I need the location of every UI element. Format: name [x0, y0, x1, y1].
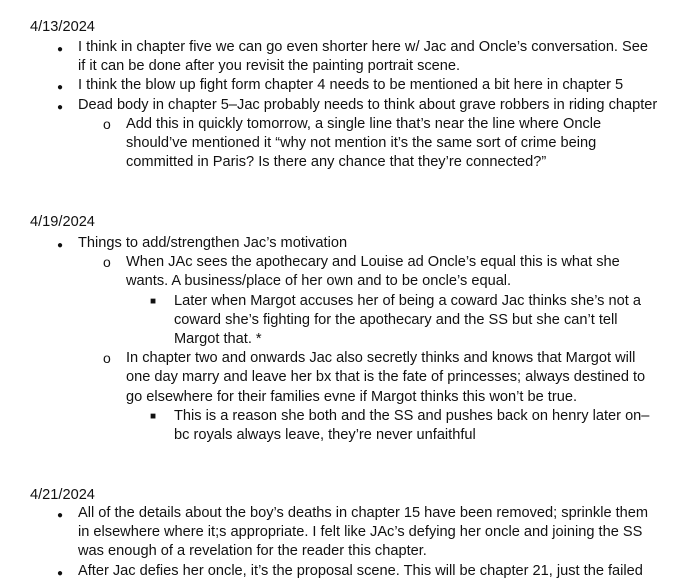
list-item-text: When JAc sees the apothecary and Louise ad Oncle’s equal this is what she wants. A business/place of her own and to be oncle’s equal. — [126, 254, 620, 290]
list-item — [0, 292, 652, 350]
list-item-text: Add this in quickly tomorrow, a single line that’s near the line where Oncle should’ve mentioned it “why not mention it’s the same sort of crime being committed in Paris? Is there any chance that they’re connected?” — [126, 115, 602, 171]
list-item — [0, 253, 661, 291]
list-item-text: I think in chapter five we can go even shorter here w/ Jac and Oncle’s conversation. See if it can be done after you revisit the painting portrait scene. — [78, 39, 649, 75]
bullet-disc-icon — [57, 38, 63, 59]
note-date: 4/13/2024 — [30, 19, 95, 35]
list-item — [0, 407, 652, 445]
bullet-disc-icon — [57, 562, 63, 583]
bullet-disc-icon — [57, 96, 63, 117]
list-item — [0, 76, 658, 95]
list-item-text: I think the blow up fight form chapter 4 needs to be mentioned a bit here in chapter 5 — [78, 77, 624, 94]
list-item-text: Dead body in chapter 5–Jac probably needs to think about grave robbers in riding chapter — [78, 96, 658, 113]
bullet-list — [0, 38, 661, 172]
bullet-list — [0, 234, 661, 445]
list-item-text: In chapter two and onwards Jac also secretly thinks and knows that Margot will one day marry and leave her bx that is the fate of princesses; always destined to go elsewhere for their families evne if Margot thinks this won’t be true. — [126, 350, 646, 405]
bullet-square-icon — [150, 407, 156, 426]
list-item — [0, 349, 661, 407]
list-item-text: All of the details about the boy’s deaths in chapter 15 have been removed; sprinkle them in elsewhere where it;s appropriate. I felt like JAc’s defying her oncle and joining the SS was enough of a revelation for the reader this chapter. — [78, 505, 649, 560]
list-item — [0, 504, 658, 562]
list-item-text: This is a reason she both and the SS and pushes back on henry later on–bc royals always leave, they’re never unfaithful — [174, 407, 650, 444]
bullet-circle-icon — [103, 253, 111, 272]
list-item — [0, 38, 658, 76]
bullet-circle-icon — [103, 115, 111, 134]
list-item — [0, 115, 661, 173]
list-item-text: After Jac defies her oncle, it’s the proposal scene. This will be chapter 21, just the failed — [78, 562, 643, 579]
bullet-disc-icon — [57, 76, 63, 97]
bullet-square-icon — [150, 292, 156, 311]
list-item-text: Later when Margot accuses her of being a coward Jac thinks she’s not a coward she’s fighting for the apothecary and the SS but she can’t tell Margot that. * — [174, 292, 641, 348]
list-item — [0, 562, 658, 581]
list-item-text: Things to add/strengthen Jac’s motivation — [78, 235, 348, 251]
bullet-list — [0, 504, 658, 581]
note-date: 4/21/2024 — [30, 487, 95, 503]
list-item — [0, 234, 658, 253]
bullet-disc-icon — [57, 234, 63, 255]
note-date: 4/19/2024 — [30, 214, 95, 230]
bullet-circle-icon — [103, 349, 111, 368]
list-item — [0, 96, 658, 115]
bullet-disc-icon — [57, 504, 63, 525]
